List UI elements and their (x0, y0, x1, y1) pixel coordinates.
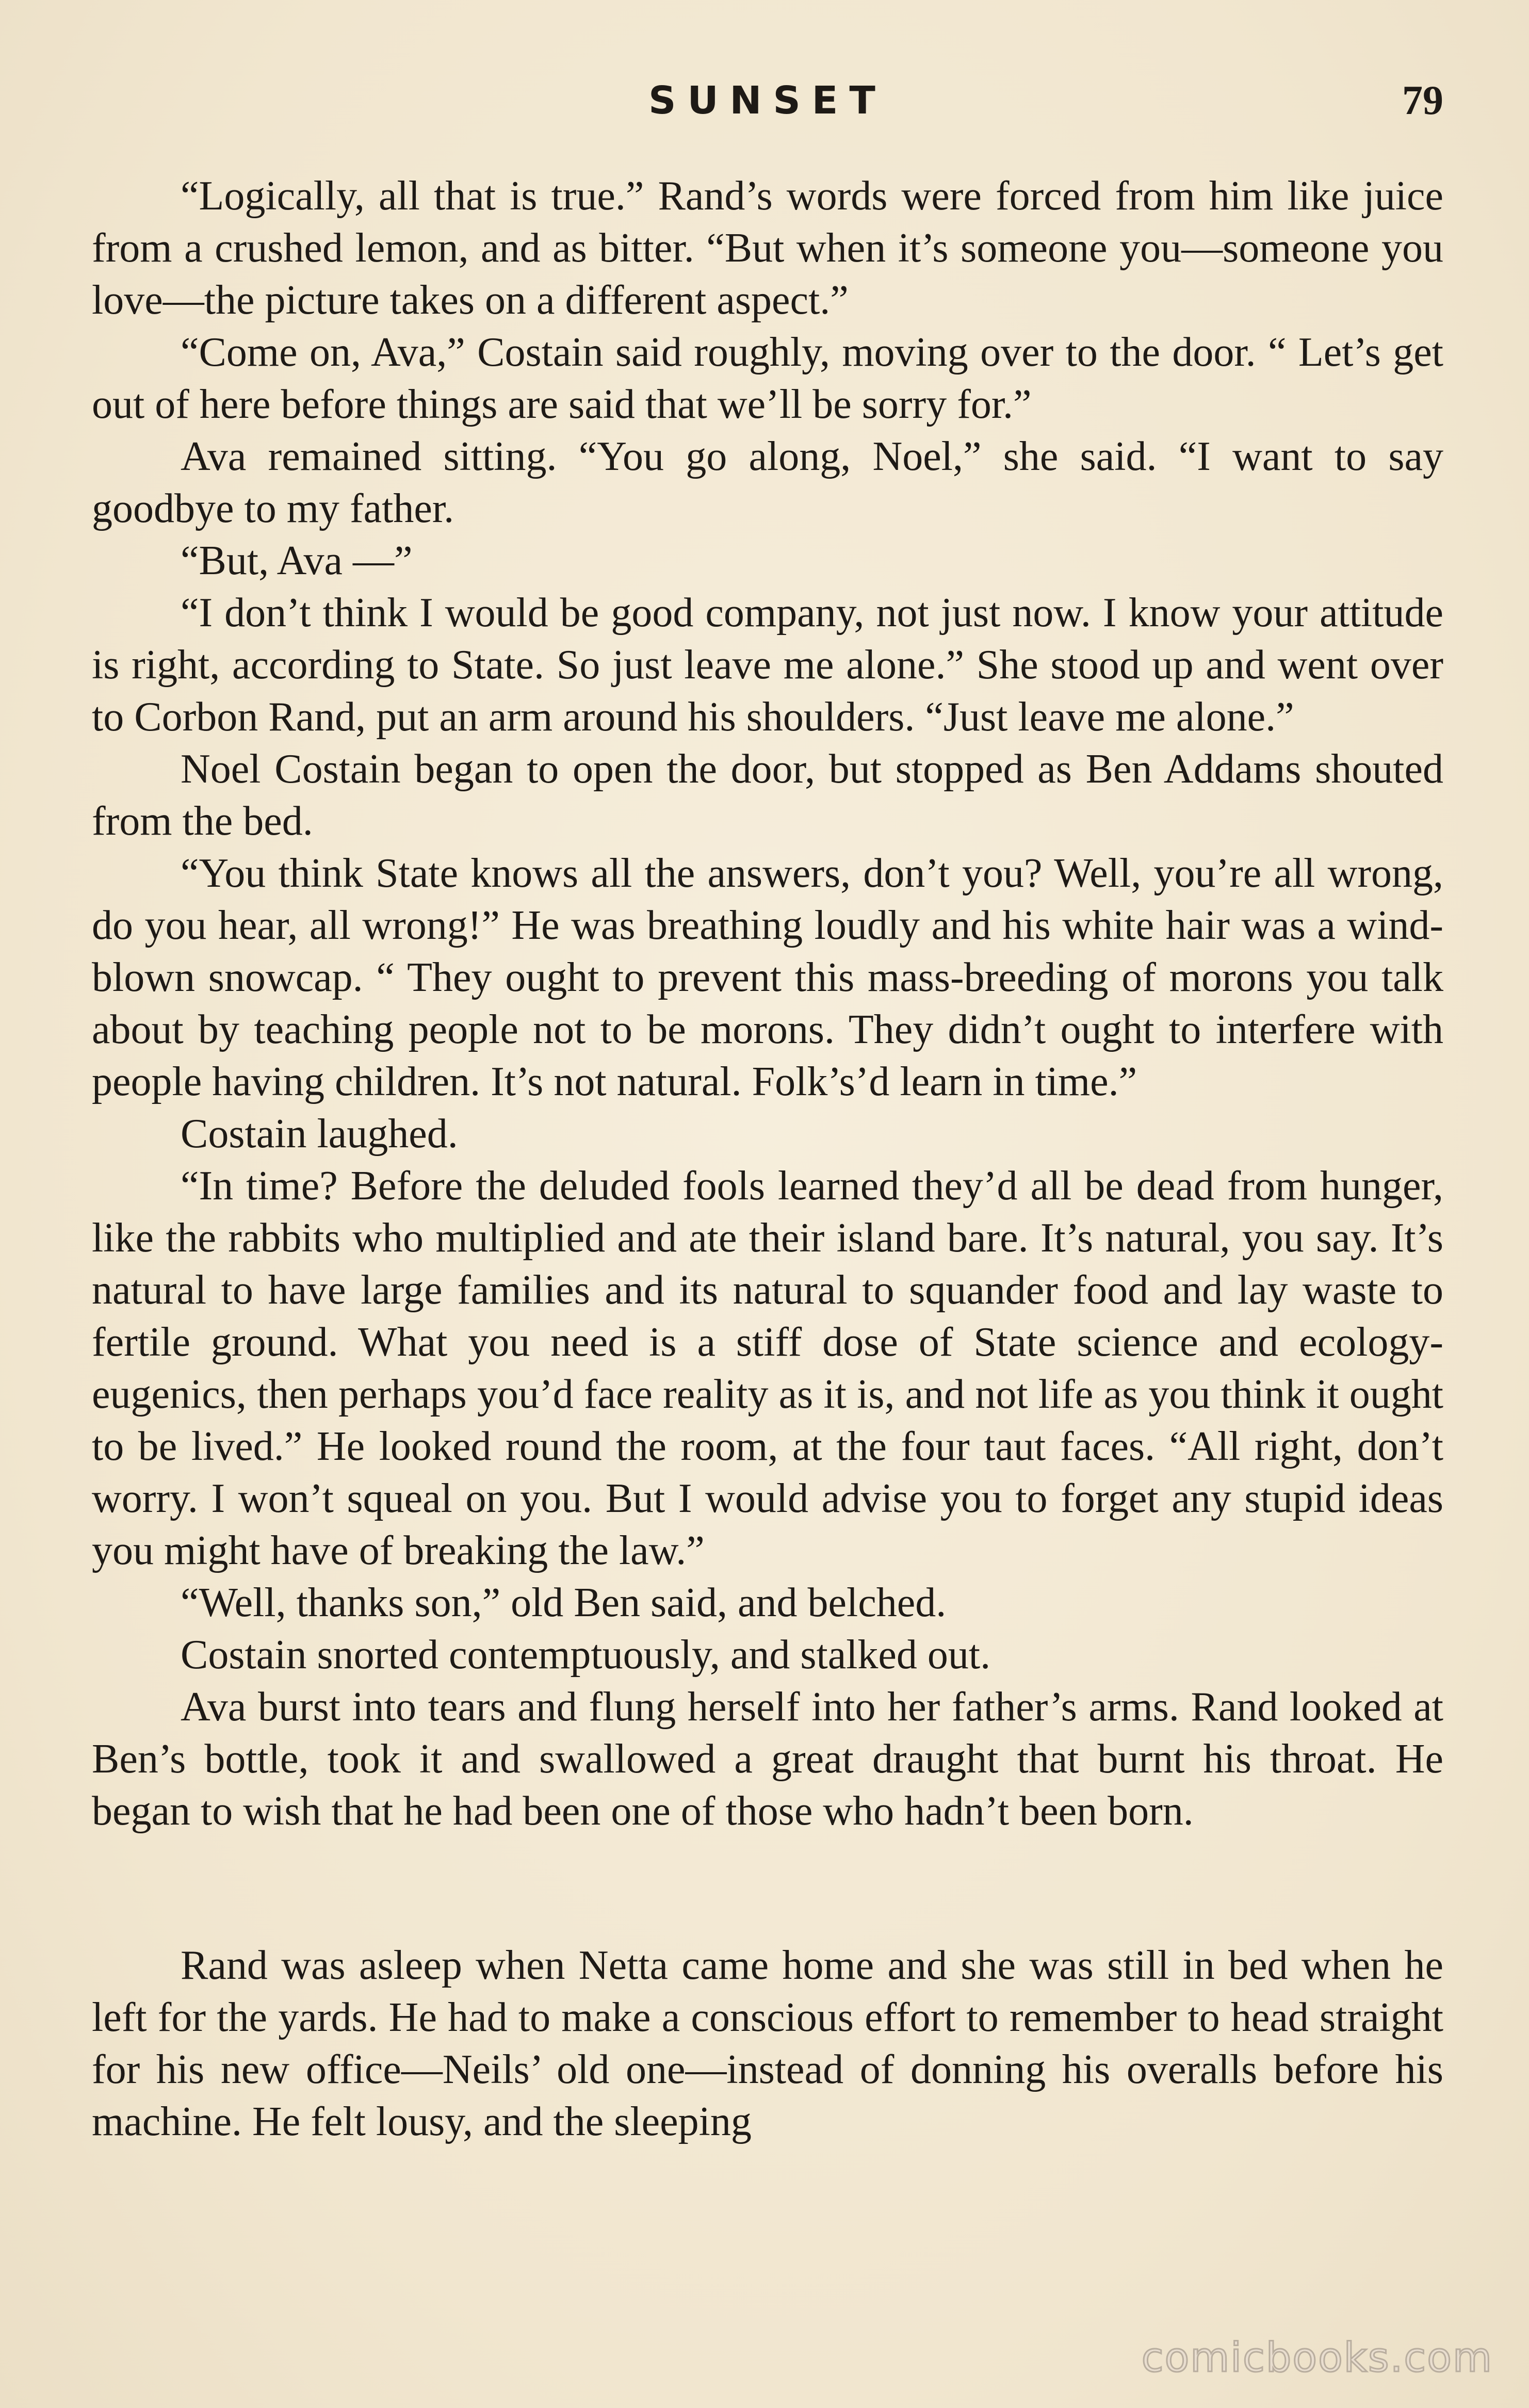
paragraph: “But, Ava —” (181, 538, 413, 583)
text-body (92, 170, 1443, 2148)
paragraph: Ava burst into tears and flung herself into her father’s arms. Rand looked at Ben’s bottle, took it and swallowed a great draught that burnt his throat. He began to wish that he had been one of those who hadn’t been born. (92, 1684, 1443, 1834)
paragraph: “You think State knows all the answers, don’t you? Well, you’re all wrong, do you hear, all wrong!” He was breathing loudly and his white hair was a wind-blown snowcap. “ They ought to prevent this mass-breeding of morons you talk about by teaching people not to be morons. They didn’t ought to interfere with people having children. It’s not natural. Folk’s’d learn in time.” (92, 851, 1443, 1104)
page-number: 79 (1402, 78, 1443, 123)
paragraph: “Well, thanks son,” old Ben said, and belched. (181, 1580, 947, 1625)
paragraph: “I don’t think I would be good company, not just now. I know your attitude is right, according to State. So just leave me alone.” She stood up and went over to Corbon Rand, put an arm around his shoulders. “Just leave me alone.” (92, 590, 1443, 740)
paragraph: Costain laughed. (181, 1111, 458, 1157)
paragraph-section-start: Rand was asleep when Netta came home and she was still in bed when he left for the yards. He had to make a conscious effort to remember to head straight for his new office—Neils’ old one—instead of donning his overalls before his machine. He felt lousy, and the sleeping (92, 1943, 1443, 2144)
paragraph: Costain snorted contemptuously, and stalked out. (181, 1632, 991, 1678)
paragraph: “In time? Before the deluded fools learned they’d all be dead from hunger, like the rabbits who multiplied and ate their island bare. It’s natural, you say. It’s natural to have large families and its natural to squander food and lay waste to fertile ground. What you need is a stiff dose of State science and ecology-eugenics, then perhaps you’d face reality as it is, and not life as you think it ought to be lived.” He looked round the room, at the four taut faces. “All right, don’t worry. I won’t squeal on you. But I would advise you to forget any stupid ideas you might have of breaking the law.” (92, 1163, 1443, 1573)
running-head (92, 72, 1443, 129)
paragraph: Noel Costain began to open the door, but stopped as Ben Addams shouted from the bed. (92, 746, 1443, 844)
paragraph: “Come on, Ava,” Costain said roughly, moving over to the door. “ Let’s get out of here before things are said that we’ll be sorry for.” (92, 330, 1443, 427)
running-title: SUNSET (648, 78, 887, 123)
watermark: comicbooks.com (1141, 2335, 1493, 2381)
paragraph: “Logically, all that is true.” Rand’s words were forced from him like juice from a crushed lemon, and as bitter. “But when it’s someone you—someone you love—the picture takes on a different aspect.” (92, 173, 1443, 323)
paragraph: Ava remained sitting. “You go along, Noel,” she said. “I want to say goodbye to my father. (92, 434, 1443, 531)
